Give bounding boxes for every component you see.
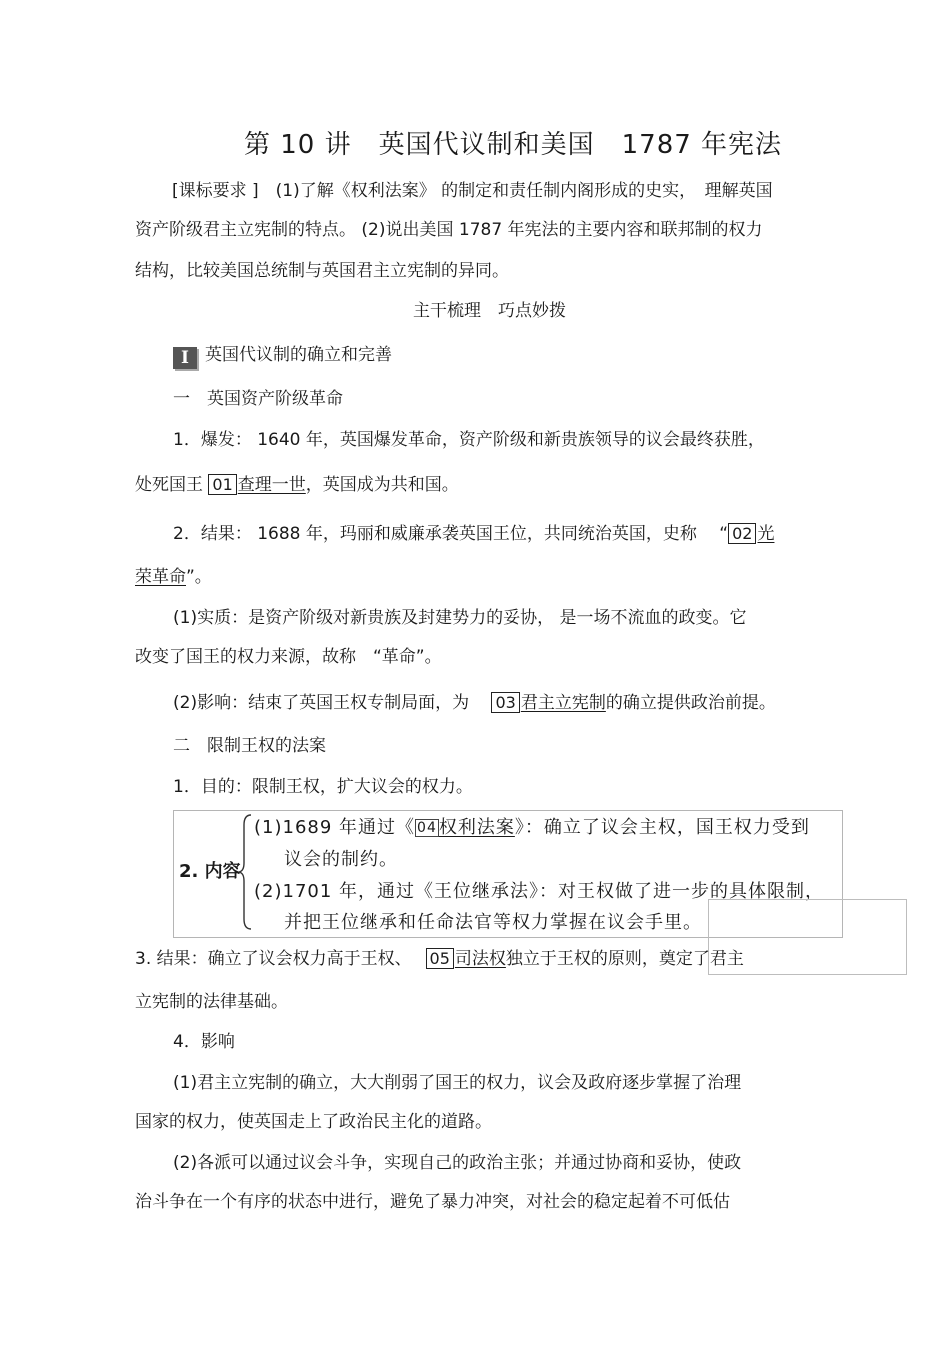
item2-line1 (173, 523, 774, 545)
blank-01-number: 01 (208, 474, 236, 495)
s2-heading: 二 限制王权的法案 (173, 736, 326, 756)
requirements-line-3: 结构，比较美国总统制与英国君主立宪制的异同。 (135, 261, 509, 281)
page-title: 第 10 讲 英国代议制和美国 1787 年宪法 (244, 130, 783, 160)
s2-item3-pre: 3. 结果：确立了议会权力高于王权、 (135, 949, 426, 969)
blank-02-number: 02 (728, 523, 756, 544)
s2-item3-line1 (135, 948, 744, 970)
content-line-4: 并把王位继承和任命法官等权力掌握在议会手里。 (284, 912, 702, 933)
content-box-label: 2. 内容 (179, 861, 241, 882)
item1-pre: 处死国王 (135, 475, 203, 495)
content-l1-post: 》：确立了议会主权，国王权力受到 (514, 817, 810, 838)
blank-05-answer: 司法权 (454, 949, 506, 969)
item2-line2 (135, 566, 212, 588)
item1-line2 (135, 474, 459, 496)
s2-item1: 1．目的：限制王权，扩大议会的权力。 (173, 777, 473, 797)
nature-line-1: (1)实质：是资产阶级对新贵族及封建势力的妥协， 是一场不流血的政变。它 (173, 608, 747, 628)
part-title: 英国代议制的确立和完善 (205, 345, 392, 365)
section-heading: 主干梳理 巧点妙拨 (413, 301, 566, 321)
effect-post: 的确立提供政治前提。 (605, 693, 776, 713)
item1-line1: 1．爆发： 1640 年，英国爆发革命，资产阶级和新贵族领导的议会最终获胜， (173, 430, 765, 450)
requirements-line-1: [课标要求 ] (1)了解《权利法案》 的制定和责任制内阁形成的史实， 理解英国 (172, 181, 773, 201)
blank-03-number: 03 (491, 692, 519, 713)
blank-02-answer-b: 荣革命 (135, 567, 186, 587)
content-line-2: 议会的制约。 (284, 849, 398, 870)
item2-pre: 2．结果： 1688 年，玛丽和威廉承袭英国王位，共同统治英国，史称 “ (173, 524, 729, 544)
blank-03-answer: 君主立宪制 (520, 693, 606, 713)
s2-item3-post: 独立于王权的原则，奠定了君主 (505, 949, 744, 969)
blank-05-number: 05 (426, 948, 454, 969)
impact1-line-2: 国家的权力，使英国走上了政治民主化的道路。 (135, 1112, 492, 1132)
content-line-3: (2)1701 年，通过《王位继承法》：对王权做了进一步的具体限制， (254, 881, 825, 902)
content-l1-pre: (1)1689 年通过《 (254, 817, 416, 838)
nature-line-2: 改变了国王的权力来源，故称 “革命”。 (135, 647, 442, 667)
item1-post: ，英国成为共和国。 (305, 475, 459, 495)
brace-icon (238, 813, 252, 931)
part-heading (173, 344, 392, 369)
impact2-line-1: (2)各派可以通过议会斗争，实现自己的政治主张；并通过协商和妥协，使政 (173, 1153, 742, 1173)
content-line-1 (254, 813, 810, 839)
s2-item3-line2: 立宪制的法律基础。 (135, 992, 288, 1012)
item2-post: ”。 (186, 567, 212, 587)
s1-heading: 一 英国资产阶级革命 (173, 389, 343, 409)
requirements-line-2: 资产阶级君主立宪制的特点。 (2)说出美国 1787 年宪法的主要内容和联邦制的权力 (135, 220, 763, 240)
blank-01-answer: 查理一世 (237, 475, 306, 495)
effect-pre: (2)影响：结束了英国王权专制局面，为 (173, 693, 492, 713)
part-number-badge: I (173, 347, 197, 369)
blank-02-answer-a: 光 (757, 524, 775, 544)
effect-line (173, 692, 776, 714)
blank-04-answer: 权利法案 (438, 817, 515, 838)
impact1-line-1: (1)君主立宪制的确立，大大削弱了国王的权力，议会及政府逐步掌握了治理 (173, 1073, 742, 1093)
blank-04-number: 04 (417, 820, 437, 836)
s2-item4: 4．影响 (173, 1032, 235, 1052)
impact2-line-2: 治斗争在一个有序的状态中进行，避免了暴力冲突，对社会的稳定起着不可低估 (135, 1192, 730, 1212)
